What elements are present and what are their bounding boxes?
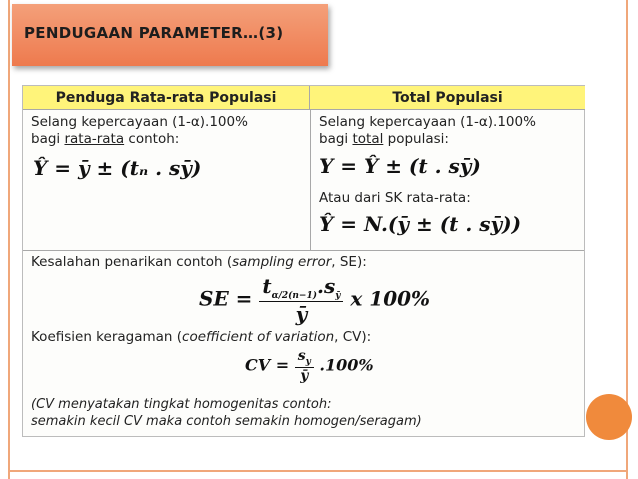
cv-denominator: ȳ <box>300 367 309 384</box>
slide-title: PENDUGAAN PARAMETER…(3) <box>24 24 284 42</box>
formula-table <box>22 85 585 437</box>
cv-note-line2: semakin kecil CV maka contoh semakin homogen/seragam) <box>31 414 422 429</box>
se-fraction <box>259 274 343 326</box>
right-for-prefix: bagi <box>319 131 353 147</box>
left-mean-formula: Ŷ = ȳ ± (tₙ . sȳ) <box>33 156 202 180</box>
cv-numerator <box>295 348 314 368</box>
cv-num-sub: y <box>305 356 311 367</box>
row-divider <box>23 250 584 251</box>
se-numerator <box>259 274 343 302</box>
title-banner <box>12 4 328 66</box>
se-num-sub: α/2(n−1) <box>271 291 317 301</box>
frame-bottom-line <box>8 470 628 472</box>
column-divider <box>310 110 311 251</box>
cv-note-line1: (CV menyatakan tingkat homogenitas contoh: <box>31 397 332 412</box>
left-for-underlined: rata-rata <box>64 131 125 147</box>
right-for-underlined: total <box>352 131 384 147</box>
left-for-line <box>31 131 179 147</box>
cv-formula <box>245 348 374 384</box>
right-for-line <box>319 131 449 147</box>
cv-label <box>31 329 371 345</box>
se-label-suffix: , SE): <box>331 254 367 270</box>
cv-num-s: s <box>297 348 306 364</box>
header-population-total: Total Populasi <box>310 86 585 110</box>
se-label-italic: sampling error <box>232 254 332 270</box>
cv-label-italic: coefficient of variation <box>182 329 335 345</box>
se-num-tail-sub: ȳ <box>335 291 341 301</box>
se-label <box>31 254 367 270</box>
right-for-suffix: populasi: <box>383 131 449 147</box>
right-confidence-line: Selang kepercayaan (1-α).100% <box>319 114 536 130</box>
se-num-t: t <box>262 274 272 298</box>
se-label-prefix: Kesalahan penarikan contoh ( <box>31 254 233 270</box>
cv-lhs: CV = <box>245 355 290 375</box>
cv-label-suffix: , CV): <box>334 329 372 345</box>
cv-label-prefix: Koefisien keragaman ( <box>31 329 183 345</box>
frame-left-line <box>8 0 10 479</box>
se-formula <box>199 274 430 326</box>
se-denominator: ȳ <box>295 302 308 326</box>
se-lhs: SE = <box>199 286 253 311</box>
right-alt-line: Atau dari SK rata-rata: <box>319 190 471 206</box>
cv-tail: .100% <box>319 355 374 375</box>
left-for-suffix: contoh: <box>124 131 180 147</box>
left-confidence-line: Selang kepercayaan (1-α).100% <box>31 114 248 130</box>
right-alt-formula: Ŷ = N.(ȳ ± (t . sȳ)) <box>319 212 522 236</box>
decorative-orange-circle <box>586 394 632 440</box>
se-tail: x 100% <box>350 286 431 311</box>
right-total-formula: Y = Ŷ ± (t . sȳ) <box>319 154 481 178</box>
se-num-tail: .s <box>316 274 336 298</box>
header-mean-estimator: Penduga Rata-rata Populasi <box>23 86 310 110</box>
cv-fraction <box>295 348 314 384</box>
left-for-prefix: bagi <box>31 131 65 147</box>
